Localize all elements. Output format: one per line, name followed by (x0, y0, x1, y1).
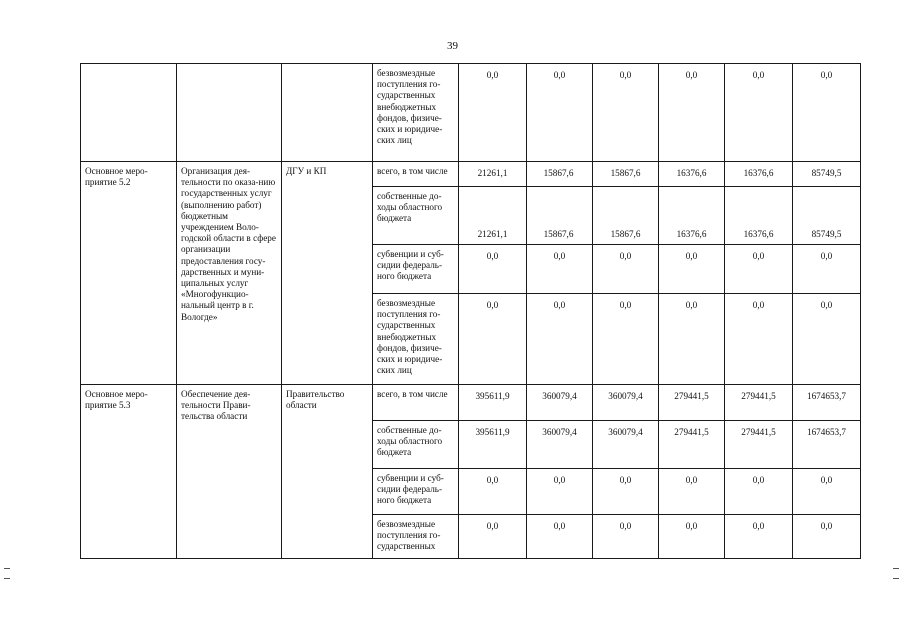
value-cell: 0,0 (593, 64, 659, 162)
value-cell: 360079,4 (593, 385, 659, 421)
table-row (81, 162, 861, 187)
value-cell: 0,0 (527, 515, 593, 559)
activity-description-cell (177, 64, 282, 162)
value-cell: 0,0 (793, 294, 861, 385)
value-cell: 0,0 (725, 515, 793, 559)
value-cell: 0,0 (659, 469, 725, 515)
value-cell: 0,0 (527, 294, 593, 385)
value-cell: 0,0 (659, 64, 725, 162)
value-cell: 0,0 (725, 245, 793, 294)
value-cell: 0,0 (459, 469, 527, 515)
value-cell: 85749,5 (793, 162, 861, 187)
page-number: 39 (447, 40, 458, 52)
executor-cell: ДГУ и КП (282, 162, 373, 385)
value-cell: 0,0 (527, 64, 593, 162)
value-cell: 16376,6 (725, 162, 793, 187)
budget-table (80, 63, 861, 559)
table-row (81, 385, 861, 421)
scan-mark (893, 578, 899, 579)
value-cell: 360079,4 (593, 421, 659, 469)
value-cell: 21261,1 (459, 162, 527, 187)
value-cell: 0,0 (527, 245, 593, 294)
activity-name-cell: Основное меро-приятие 5.3 (81, 385, 177, 559)
value-cell: 279441,5 (659, 421, 725, 469)
value-cell: 0,0 (459, 245, 527, 294)
value-cell: 0,0 (459, 64, 527, 162)
value-cell: 85749,5 (793, 187, 861, 245)
activity-name-cell: Основное меро-приятие 5.2 (81, 162, 177, 385)
value-cell: 0,0 (593, 245, 659, 294)
value-cell: 1674653,7 (793, 421, 861, 469)
value-cell: 0,0 (459, 294, 527, 385)
value-cell: 0,0 (793, 469, 861, 515)
value-cell: 0,0 (459, 515, 527, 559)
funding-source-cell: безвозмездные поступления го-сударственных (373, 515, 459, 559)
value-cell: 0,0 (725, 64, 793, 162)
value-cell: 15867,6 (593, 187, 659, 245)
value-cell: 360079,4 (527, 421, 593, 469)
value-cell: 395611,9 (459, 421, 527, 469)
funding-source-cell: всего, в том числе (373, 385, 459, 421)
value-cell: 279441,5 (725, 421, 793, 469)
value-cell: 0,0 (793, 515, 861, 559)
value-cell: 0,0 (593, 469, 659, 515)
value-cell: 0,0 (725, 469, 793, 515)
value-cell: 395611,9 (459, 385, 527, 421)
scan-mark (893, 568, 899, 569)
activity-name-cell (81, 64, 177, 162)
funding-source-cell: субвенции и суб-сидии федераль-ного бюджета (373, 245, 459, 294)
funding-source-cell: собственные до-ходы областного бюджета (373, 421, 459, 469)
value-cell: 0,0 (659, 294, 725, 385)
activity-description-cell: Организация дея-тельности по оказа-нию государственных услуг (выполнению работ) бюджетным учреждением Воло-годской области в сфере организации предоставления госу-дарственных и муни-ципальных услуг «Многофункцио-нальный центр в г. Вологде» (177, 162, 282, 385)
funding-source-cell: субвенции и суб-сидии федераль-ного бюджета (373, 469, 459, 515)
value-cell: 21261,1 (459, 187, 527, 245)
value-cell: 0,0 (593, 515, 659, 559)
value-cell: 0,0 (659, 245, 725, 294)
value-cell: 279441,5 (725, 385, 793, 421)
value-cell: 360079,4 (527, 385, 593, 421)
value-cell: 0,0 (725, 294, 793, 385)
scan-mark (4, 568, 10, 569)
value-cell: 16376,6 (659, 162, 725, 187)
value-cell: 0,0 (659, 515, 725, 559)
value-cell: 0,0 (793, 245, 861, 294)
value-cell: 0,0 (593, 294, 659, 385)
executor-cell (282, 64, 373, 162)
value-cell: 1674653,7 (793, 385, 861, 421)
value-cell: 15867,6 (527, 187, 593, 245)
funding-source-cell: безвозмездные поступления го-сударственных внебюджетных фондов, физиче-ских и юридиче-ских лиц (373, 64, 459, 162)
value-cell: 16376,6 (659, 187, 725, 245)
value-cell: 16376,6 (725, 187, 793, 245)
funding-source-cell: безвозмездные поступления го-сударственных внебюджетных фондов, физиче-ских и юридиче-ских лиц (373, 294, 459, 385)
value-cell: 15867,6 (593, 162, 659, 187)
value-cell: 0,0 (527, 469, 593, 515)
funding-source-cell: всего, в том числе (373, 162, 459, 187)
activity-description-cell: Обеспечение дея-тельности Прави-тельства области (177, 385, 282, 559)
value-cell: 279441,5 (659, 385, 725, 421)
executor-cell: Правительство области (282, 385, 373, 559)
value-cell: 15867,6 (527, 162, 593, 187)
table-row (81, 64, 861, 162)
scan-mark (4, 578, 10, 579)
value-cell: 0,0 (793, 64, 861, 162)
funding-source-cell: собственные до-ходы областного бюджета (373, 187, 459, 245)
